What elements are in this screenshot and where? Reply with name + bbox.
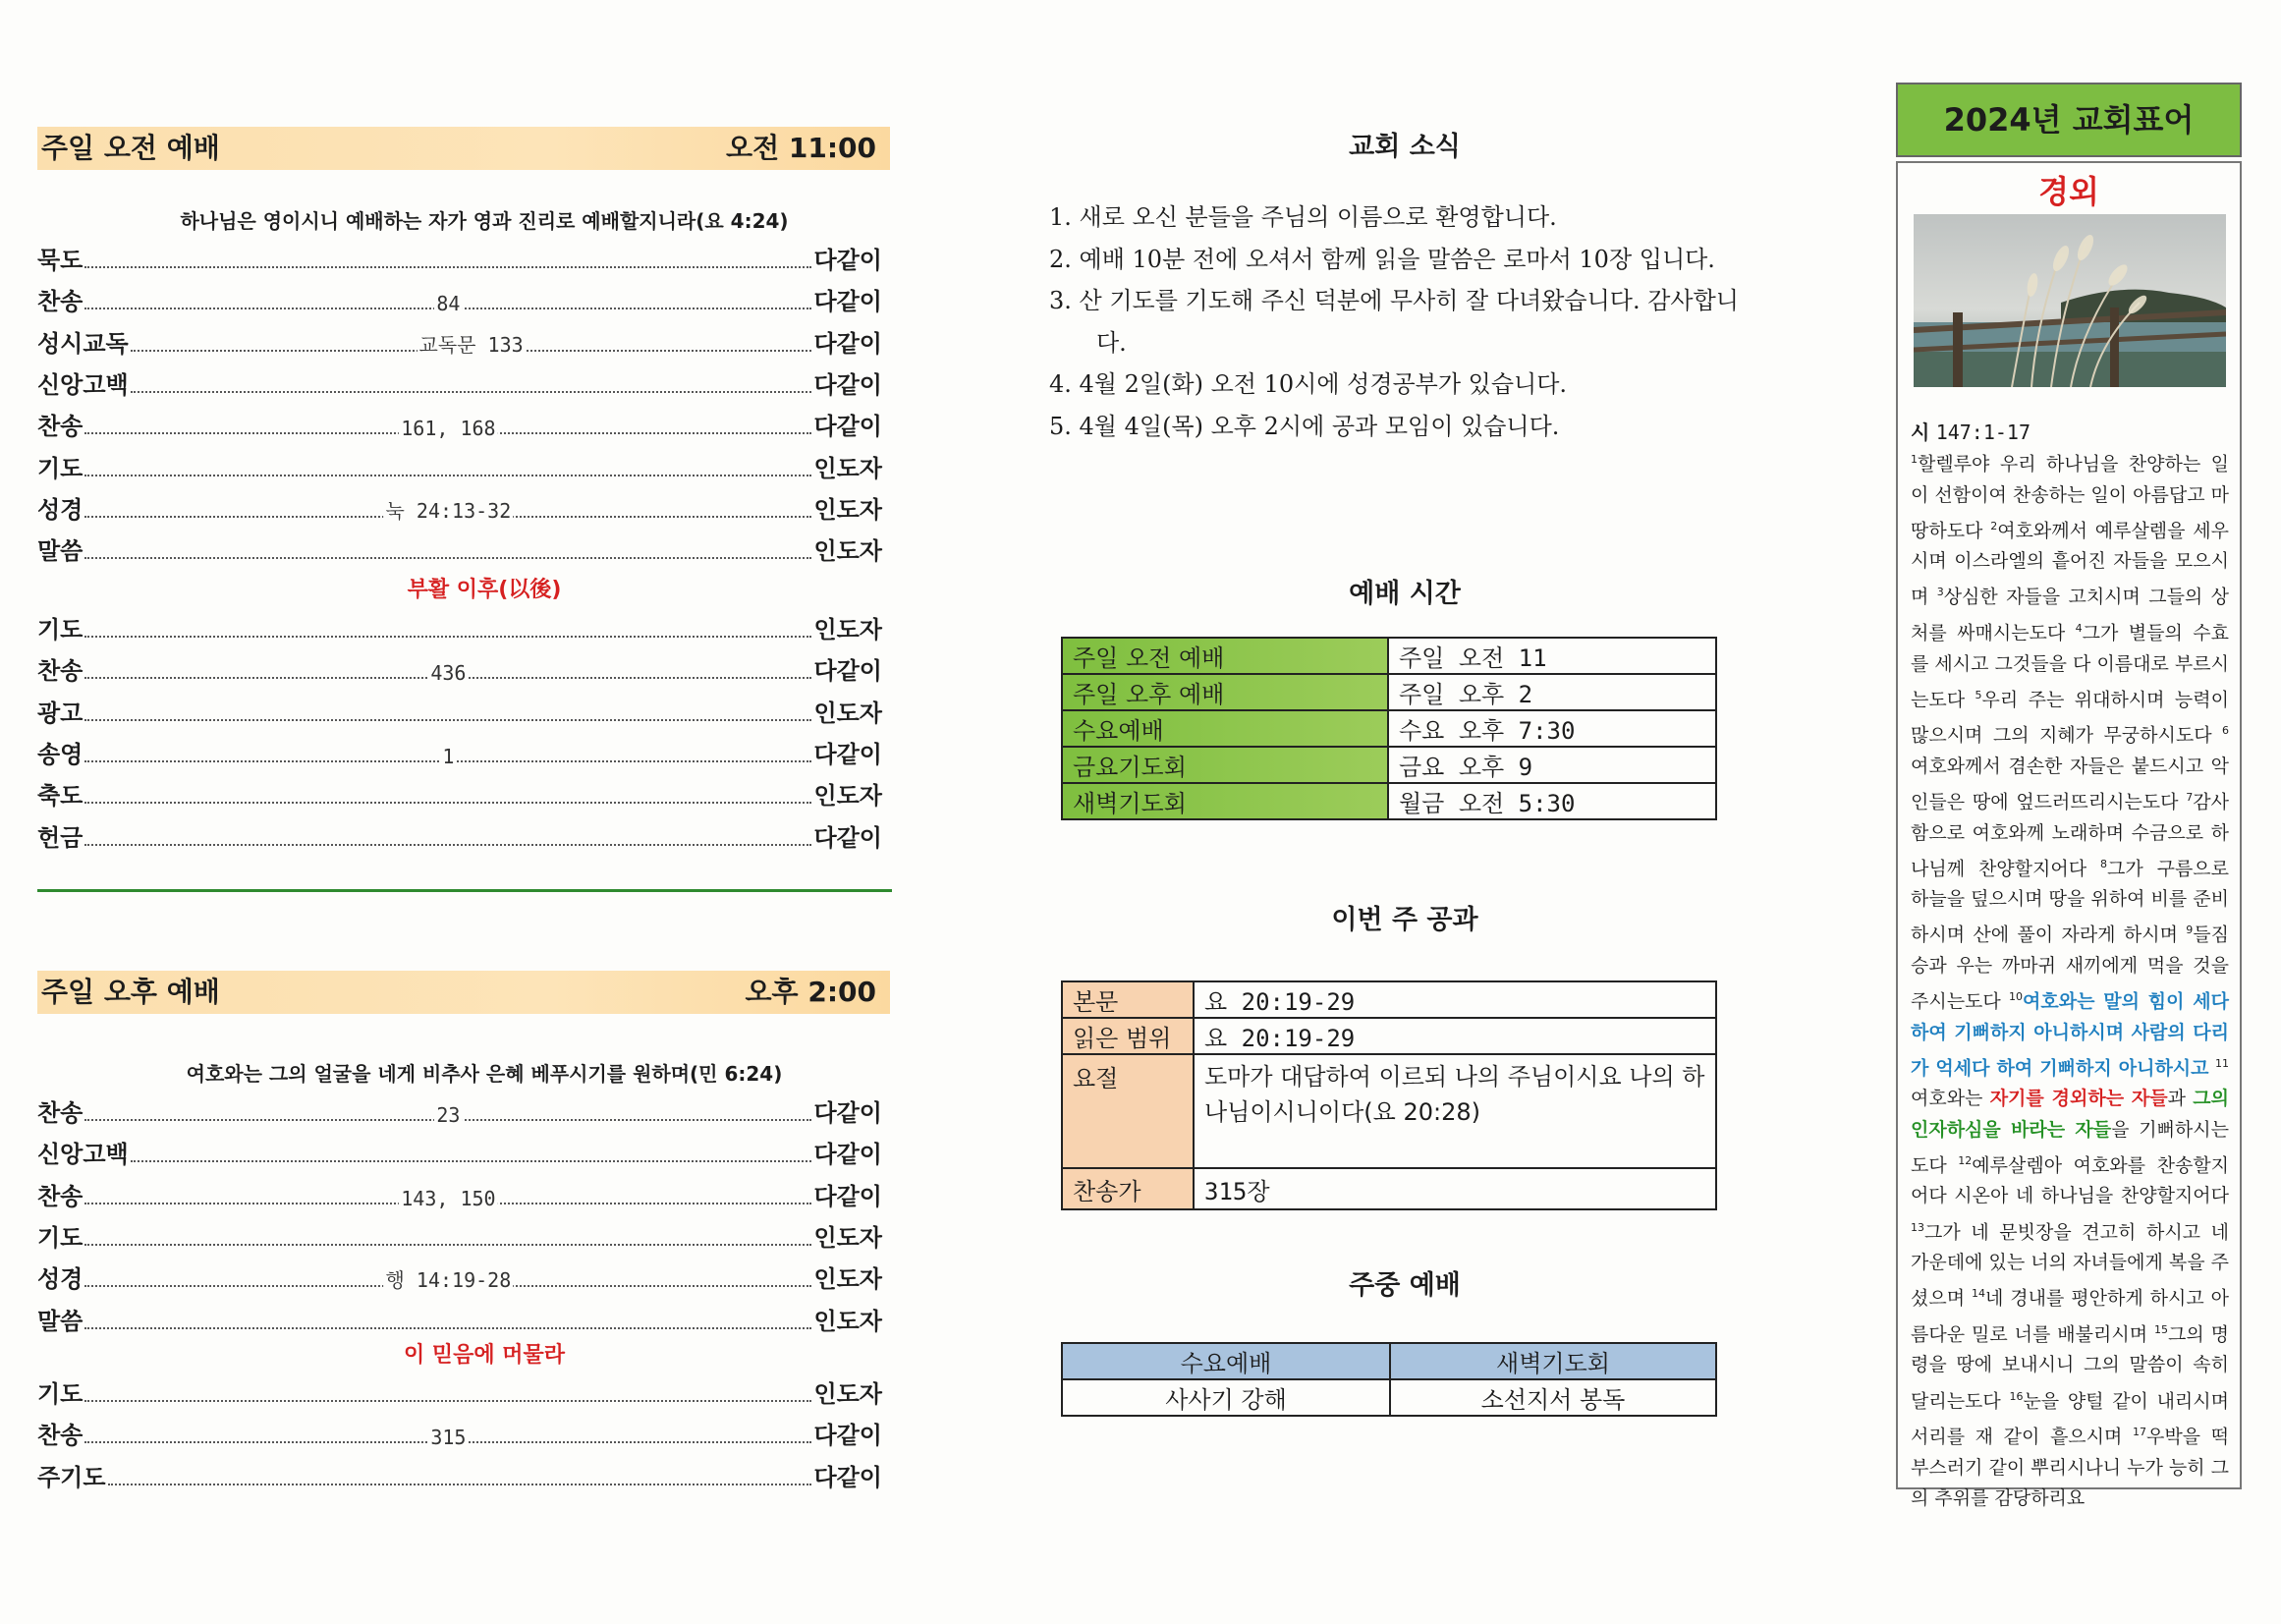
table-row xyxy=(1062,783,1716,819)
dot-leader xyxy=(84,1426,811,1450)
dot-leader xyxy=(84,636,811,638)
afternoon-sermon-title: 이 믿음에 머물라 xyxy=(403,1343,566,1368)
table-row xyxy=(1062,710,1716,747)
order-detail: 행 14:19-28 xyxy=(384,1264,514,1293)
order-leader: 인도자 xyxy=(813,454,882,482)
dot-leader xyxy=(84,417,811,441)
schedule-name: 주일 오전 예배 xyxy=(1062,638,1388,674)
table-row xyxy=(1062,674,1716,710)
order-row xyxy=(37,609,882,644)
order-row xyxy=(37,448,882,483)
order-label: 찬송 xyxy=(37,657,83,686)
order-label: 축도 xyxy=(37,782,83,811)
lesson-hymn-label: 찬송가 xyxy=(1062,1168,1194,1209)
order-row xyxy=(37,364,882,400)
dot-leader xyxy=(84,1400,811,1402)
order-row xyxy=(37,1092,882,1128)
order-leader: 다같이 xyxy=(813,740,882,768)
order-label: 찬송 xyxy=(37,1422,83,1450)
order-row xyxy=(37,323,882,359)
dot-leader xyxy=(131,332,812,357)
table-row xyxy=(1062,1168,1716,1209)
order-row xyxy=(37,1373,882,1409)
lesson-title: 이번 주 공과 xyxy=(1331,905,1478,935)
midweek-header: 수요예배 xyxy=(1062,1343,1390,1379)
order-leader: 다같이 xyxy=(813,288,882,316)
news-item: 2. 예배 10분 전에 오셔서 함께 읽을 말씀은 로마서 10장 입니다. xyxy=(1049,245,1715,273)
dot-leader xyxy=(84,844,811,846)
dot-leader xyxy=(84,475,811,476)
order-row xyxy=(37,489,882,525)
order-row xyxy=(37,1457,882,1492)
section-divider xyxy=(37,889,892,892)
order-detail: 143, 150 xyxy=(401,1186,496,1210)
order-label: 말씀 xyxy=(37,537,83,566)
dot-leader xyxy=(84,802,811,804)
dot-leader xyxy=(84,1268,811,1293)
order-leader: 다같이 xyxy=(813,1463,882,1491)
order-label: 찬송 xyxy=(37,288,83,316)
order-label: 성시교독 xyxy=(37,329,129,358)
order-leader: 인도자 xyxy=(813,699,882,727)
order-label: 주기도 xyxy=(37,1463,106,1491)
dot-leader xyxy=(84,1186,811,1210)
order-detail: 161, 168 xyxy=(401,417,496,441)
order-label: 찬송 xyxy=(37,1182,83,1210)
order-label: 찬송 xyxy=(37,1099,83,1127)
order-leader: 다같이 xyxy=(813,1141,882,1169)
lesson-text-label: 본문 xyxy=(1062,981,1194,1018)
landscape-photo xyxy=(1914,214,2226,387)
order-label: 광고 xyxy=(37,699,83,727)
dot-leader xyxy=(131,391,812,393)
order-detail: 84 xyxy=(436,292,461,316)
table-row xyxy=(1062,981,1716,1018)
table-row xyxy=(1062,747,1716,783)
schedule-table xyxy=(1061,637,1717,820)
order-label: 송영 xyxy=(37,740,83,768)
order-detail: 교독문 133 xyxy=(417,329,526,358)
order-row xyxy=(37,1176,882,1211)
morning-verse: 하나님은 영이시니 예배하는 자가 영과 진리로 예배할지니라(요 4:24) xyxy=(180,209,789,233)
psalm-chapter: 147:1-17 xyxy=(1935,420,2031,444)
news-list xyxy=(1049,196,1756,447)
morning-sermon-title: 부활 이후(以後) xyxy=(407,578,562,602)
afternoon-service-title: 주일 오후 예배 xyxy=(41,976,220,1008)
order-row xyxy=(37,1259,882,1294)
news-item: 1. 새로 오신 분들을 주님의 이름으로 환영합니다. xyxy=(1049,203,1557,231)
dot-leader xyxy=(84,1244,811,1246)
order-row xyxy=(37,734,882,769)
table-row xyxy=(1062,1343,1716,1379)
order-detail: 1 xyxy=(442,744,455,768)
order-row xyxy=(37,1301,882,1336)
order-label: 기도 xyxy=(37,616,83,644)
order-leader: 다같이 xyxy=(813,370,882,399)
order-row xyxy=(37,531,882,566)
order-leader: 인도자 xyxy=(813,782,882,811)
midweek-value: 소선지서 봉독 xyxy=(1390,1379,1716,1416)
order-leader: 다같이 xyxy=(813,1182,882,1210)
order-label: 성경 xyxy=(37,495,83,524)
schedule-name: 주일 오후 예배 xyxy=(1062,674,1388,710)
order-detail: 315 xyxy=(430,1426,467,1450)
order-row xyxy=(37,650,882,686)
schedule-time: 월금 오전 5:30 xyxy=(1388,783,1716,819)
order-label: 헌금 xyxy=(37,823,83,852)
midweek-value: 사사기 강해 xyxy=(1062,1379,1390,1416)
dot-leader xyxy=(84,1327,811,1329)
lesson-key: 도마가 대답하여 이르되 나의 주님이시요 나의 하나님이시니이다(요 20:28) xyxy=(1194,1054,1716,1168)
order-label: 찬송 xyxy=(37,413,83,441)
order-label: 신앙고백 xyxy=(37,370,129,399)
dot-leader xyxy=(84,744,811,768)
dot-leader xyxy=(84,661,811,686)
order-leader: 인도자 xyxy=(813,1307,882,1335)
dot-leader xyxy=(84,266,811,268)
order-leader: 인도자 xyxy=(813,1223,882,1252)
order-label: 말씀 xyxy=(37,1307,83,1335)
order-leader: 다같이 xyxy=(813,247,882,274)
table-row xyxy=(1062,1379,1716,1416)
afternoon-service-header xyxy=(37,971,890,1014)
lesson-range-label: 읽은 범위 xyxy=(1062,1018,1194,1054)
motto-word: 경외 xyxy=(2038,173,2099,210)
order-leader: 다같이 xyxy=(813,1422,882,1450)
order-row xyxy=(37,1217,882,1253)
schedule-time: 주일 오후 2 xyxy=(1388,674,1716,710)
order-leader: 인도자 xyxy=(813,1265,882,1294)
order-leader: 인도자 xyxy=(813,1380,882,1408)
schedule-time: 금요 오후 9 xyxy=(1388,747,1716,783)
dot-leader xyxy=(84,1103,811,1127)
order-leader: 인도자 xyxy=(813,616,882,644)
lesson-key-label: 요절 xyxy=(1062,1054,1194,1168)
psalm-text: $^1$할렐루야 우리 하나님을 찬양하는 일이 선함이여 찬송하는 일이 아름답고 마땅하도다 $^2$여호와께서 예루살렘을 세우시며 이스라엘의 흩어진 자들을 모으시며 $^3$상심한 자들을 고치시며 그들의 상처를 싸매시는도다 $^4$그가 별들의 수효를 세시고 그것들을 다 이름대로 부르시는도다 $^5$우리 주는 위대하시며 능력이 많으시며 그의 지혜가 무궁하시도다 $^6$여호와께서 겸손한 자들은 붙드시고 악인들은 땅에 엎드러뜨리시는도다 $^7$감사함으로 여호와께 노래하며 수금으로 하나님께 찬양할지어다 $^8$그가 구름으로 하늘을 덮으시며 땅을 위하여 비를 준비하시며 산에 풀이 자라게 하시며 $^9$들짐승과 우는 까마귀 새끼에게 먹을 것을 주시는도다 $^{10}$여호와는 말의 힘이 세다 하여 기뻐하지 아니하시며 사람의 다리가 억세다 하여 기뻐하지 아니하시고 $^{11}$여호와는 자기를 경외하는 자들과 그의 인자하심을 바라는 자들을 기뻐하시는도다 $^{12}$예루살렘아 여호와를 찬송할지어다 시온아 네 하나님을 찬양할지어다 $^{13}$그가 네 문빗장을 견고히 하시고 네 가운데에 있는 너의 자녀들에게 복을 주셨으며 $^{14}$네 경내를 평안하게 하시고 아름다운 밀로 너를 배불리시며 $^{15}$그의 명령을 땅에 보내시니 그의 말씀이 속히 달리는도다 $^{16}$눈을 양털 같이 내리시며 서리를 재 같이 흩으시며 $^{17}$우박을 떡 부스러기 같이 뿌리시나니 누가 능히 그의 추위를 감당하리요 xyxy=(1911,453,2230,1509)
news-item: 5. 4월 4일(목) 오후 2시에 공과 모임이 있습니다. xyxy=(1049,412,1560,440)
order-leader: 다같이 xyxy=(813,823,882,852)
dot-leader xyxy=(84,292,811,316)
morning-service-header xyxy=(37,127,890,170)
order-detail: 눅 24:13-32 xyxy=(384,495,514,524)
motto-header: 2024년 교회표어 xyxy=(1896,83,2242,157)
order-leader: 인도자 xyxy=(813,537,882,566)
dot-leader xyxy=(108,1484,812,1485)
order-row xyxy=(37,406,882,441)
morning-service-time: 오전 11:00 xyxy=(726,132,876,164)
order-row xyxy=(37,240,882,275)
order-leader: 다같이 xyxy=(813,1099,882,1127)
order-detail: 436 xyxy=(430,661,467,686)
order-row xyxy=(37,817,882,853)
midweek-header: 새벽기도회 xyxy=(1390,1343,1716,1379)
order-row xyxy=(37,1134,882,1169)
order-label: 기도 xyxy=(37,454,83,482)
news-item: 3. 산 기도를 기도해 주신 덕분에 무사히 잘 다녀왔습니다. 감사합니다. xyxy=(1049,287,1739,357)
order-leader: 인도자 xyxy=(813,495,882,524)
dot-leader xyxy=(131,1160,812,1162)
order-label: 신앙고백 xyxy=(37,1141,129,1169)
afternoon-service-time: 오후 2:00 xyxy=(745,976,876,1008)
table-row xyxy=(1062,1054,1716,1168)
morning-service-title: 주일 오전 예배 xyxy=(41,132,220,164)
order-label: 묵도 xyxy=(37,247,83,274)
order-detail: 23 xyxy=(436,1103,461,1127)
schedule-title: 예배 시간 xyxy=(1349,579,1461,609)
order-label: 기도 xyxy=(37,1380,83,1408)
dot-leader xyxy=(84,719,811,721)
dot-leader xyxy=(84,557,811,559)
midweek-table xyxy=(1061,1342,1717,1417)
afternoon-verse: 여호와는 그의 얼굴을 네게 비추사 은혜 베푸시기를 원하며(민 6:24) xyxy=(186,1062,783,1086)
psalm-book: 시 xyxy=(1911,420,1930,444)
order-row xyxy=(37,281,882,316)
news-title: 교회 소식 xyxy=(1349,132,1461,162)
midweek-title: 주중 예배 xyxy=(1349,1270,1461,1301)
news-item: 4. 4월 2일(화) 오전 10시에 성경공부가 있습니다. xyxy=(1049,370,1568,398)
table-row xyxy=(1062,638,1716,674)
order-label: 성경 xyxy=(37,1265,83,1294)
schedule-name: 새벽기도회 xyxy=(1062,783,1388,819)
order-leader: 다같이 xyxy=(813,657,882,686)
lesson-range: 요 20:19-29 xyxy=(1194,1018,1716,1054)
dot-leader xyxy=(84,498,811,523)
order-leader: 다같이 xyxy=(813,413,882,441)
psalm-reference xyxy=(1911,417,2031,445)
table-row xyxy=(1062,1018,1716,1054)
lesson-table xyxy=(1061,980,1717,1210)
order-row xyxy=(37,693,882,728)
schedule-name: 수요예배 xyxy=(1062,710,1388,747)
order-leader: 다같이 xyxy=(813,329,882,358)
order-row xyxy=(37,1415,882,1450)
lesson-hymn: 315장 xyxy=(1194,1168,1716,1209)
order-label: 기도 xyxy=(37,1223,83,1252)
schedule-time: 주일 오전 11 xyxy=(1388,638,1716,674)
order-row xyxy=(37,775,882,811)
lesson-text: 요 20:19-29 xyxy=(1194,981,1716,1018)
schedule-name: 금요기도회 xyxy=(1062,747,1388,783)
schedule-time: 수요 오후 7:30 xyxy=(1388,710,1716,747)
